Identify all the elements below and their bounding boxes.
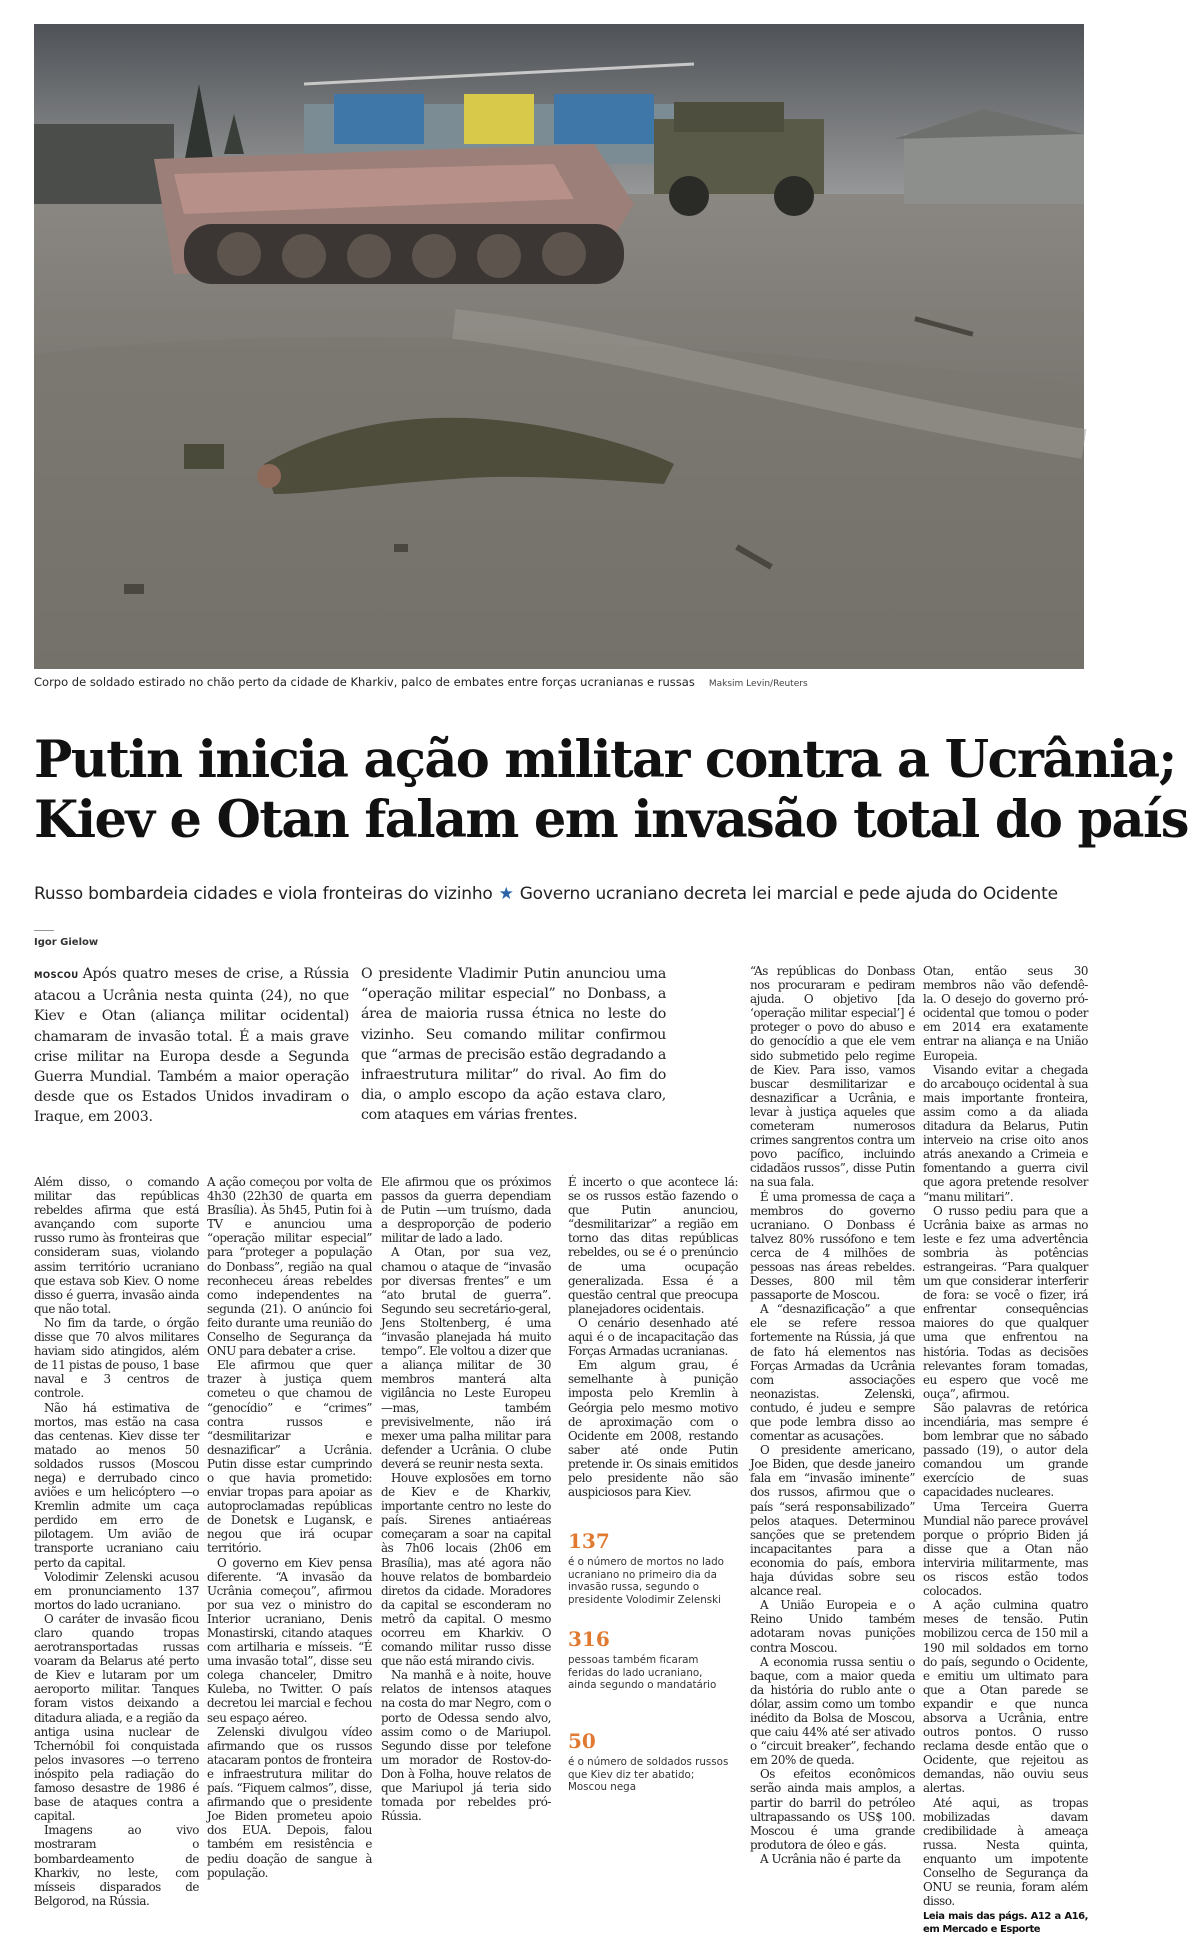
paragraph: Imagens ao vivo mostraram o bombardeamento de Kharkiv, no leste, com mísseis disparados de Belgorod, na Rússia. xyxy=(34,1823,199,1908)
byline: Igor Gielow xyxy=(34,937,99,948)
paragraph: A economia russa sentiu o baque, com a maior queda da história do rublo ante o dólar, assim como um tombo inédito da Bolsa de Moscou, que caiu 44% até ser ativado o “circuit breaker”, fechando em 20% de queda. xyxy=(750,1654,915,1768)
paragraph: A Ucrânia não é parte da xyxy=(760,1851,901,1866)
paragraph: Ele afirmou que os próximos passos da guerra dependiam de Putin —um truísmo, dada a desproporção de poderio militar de lado a lado. xyxy=(381,1175,551,1246)
article-column-6 xyxy=(923,964,1088,1936)
paragraph: O governo em Kiev pensa diferente. “A invasão da Ucrânia começou”, afirmou por sua vez o ministro do Interior ucraniano, Denis Monastirski, citando ataques com artilharia e mísseis. “É uma invasão total”, disse seu colega chanceler, Dmitro Kuleba, no Twitter. O país decretou lei marcial e fechou seu espaço aéreo. xyxy=(207,1555,372,1725)
article-column-3 xyxy=(381,1175,551,1824)
paragraph: É uma promessa de caça a membros do governo ucraniano. O Donbass é talvez 80% russófono e tem cerca de 4 milhões de pessoas nas áreas rebeldes. Desses, 800 mil têm passaporte de Moscou. xyxy=(750,1189,915,1303)
paragraph: No fim da tarde, o órgão disse que 70 alvos militares haviam sido atingidos, além de 11 pistas de pouso, 1 base naval e 3 centros de controle. xyxy=(34,1315,199,1401)
fact-text: pessoas também ficaram feridas do lado ucraniano, ainda segundo o mandatário xyxy=(568,1654,717,1692)
paragraph: É incerto o que acontece lá: se os russos estão fazendo o que Putin anunciou, “desmilitarizar” a região em torno das ditas repúblicas rebeldes, ou se é o prenúncio de uma ocupação generalizada. Essa é a questão central que preocupa planejadores ocidentais. xyxy=(568,1175,738,1316)
paragraph: Até aqui, as tropas mobilizadas davam credibilidade à ameaça russa. Nesta quinta, enquanto um impotente Conselho de Segurança da ONU se reunia, foram além disso. xyxy=(923,1795,1088,1909)
battlefield-photo xyxy=(34,24,1084,669)
see-more-link[interactable]: Leia mais das págs. A12 a A16, em Mercado e Esporte xyxy=(923,1911,1088,1936)
paragraph: Volodimir Zelenski acusou em pronunciamento 137 mortos do lado ucraniano. xyxy=(34,1569,199,1612)
subheadline xyxy=(34,884,1058,904)
paragraph: Otan, então seus 30 membros não vão defendê-la. O desejo do governo pró-ocidental que tomou o poder em 2014 era exatamente entrar na aliança e na União Europeia. xyxy=(923,964,1088,1063)
dateline: MOSCOU xyxy=(34,971,79,981)
paragraph: A ação começou por volta de 4h30 (22h30 de quarta em Brasília). Às 5h45, Putin foi à TV e anunciou uma “operação militar especial” para “proteger a população do Donbass”, região na qual reconheceu áreas rebeldes como independentes na segunda (21). O anúncio foi feito durante uma reunião do Conselho de Segurança da ONU para debater a crise. xyxy=(207,1175,372,1359)
fact-text: é o número de soldados russos que Kiev diz ter abatido; Moscou nega xyxy=(568,1756,729,1794)
photo-caption xyxy=(34,675,808,689)
fact-box xyxy=(568,1530,733,1606)
fact-number: 137 xyxy=(568,1529,610,1553)
paragraph: A “desnazificação” a que ele se refere ressoa fortemente na Rússia, já que de fato há elementos nas Forças Armadas da Ucrânia com associações neonazistas. Zelenski, contudo, é judeu e sempre que pode lembra disso ao comentar as acusações. xyxy=(750,1302,915,1444)
paragraph: Ele afirmou que quer trazer à justiça quem cometeu o que chamou de “genocídio” e “crimes” contra russos e “desmilitarizar e desnazificar” a Ucrânia. Putin disse estar cumprindo o que havia prometido: enviar tropas para apoiar as autoproclamadas repúblicas de Donetsk e Lugansk, e negou que irá ocupar território. xyxy=(207,1358,372,1556)
paragraph: O caráter de invasão ficou claro quando tropas aerotransportadas russas voaram da Belarus até perto de Kiev e lutaram por um aeroporto militar. Tanques foram vistos deixando a ditadura aliada, e a região da antiga usina nuclear de Tchernóbil foi conquistada pelos invasores —o terreno inóspito pela radiação do famoso desastre de 1986 é base de ataques contra a capital. xyxy=(34,1611,199,1824)
paragraph: Visando evitar a chegada do arcabouço ocidental à sua mais importante fronteira, assim como a da aliada ditadura da Belarus, Putin interveio na crise oito anos atrás anexando a Crimeia e fomentando a guerra civil que agora pretende resolver “manu militari”. xyxy=(923,1062,1088,1204)
paragraph: A ação culmina quatro meses de tensão. Putin mobilizou cerca de 150 mil a 190 mil soldados em torno do país, segundo o Ocidente, e emitiu um ultimato para que a Otan parede se expandir e que nunca absorva a Ucrânia, entre outros pontos. O russo reclama desde então que o Ocidente, que rejeitou as demandas, não ouviu seus alertas. xyxy=(923,1598,1088,1796)
paragraph: Houve explosões em torno de Kiev e de Kharkiv, importante centro no leste do país. Sirenes antiaéreas começaram a soar na capital às 7h06 locais (2h06 em Brasília), mas até agora não houve relatos de bombardeio diretos da cidade. Moradores da capital se esconderam no metrô da capital. O mesmo ocorreu em Kharkiv. O comando militar russo disse que não está mirando civis. xyxy=(381,1470,551,1669)
paragraph: Na manhã e à noite, houve relatos de intensos ataques na costa do mar Negro, com o porto de Odessa sendo alvo, assim como o de Mariupol. Segundo disse por telefone um morador de Rostov-do-Don à Folha, houve relatos de que Mariupol já teria sido tomada por rebeldes pró-Rússia. xyxy=(381,1668,551,1824)
paragraph: Os efeitos econômicos serão ainda mais amplos, a partir do barril do petróleo ultrapassando os US$ 100. Moscou é uma grande produtora de óleo e gás. xyxy=(750,1767,915,1852)
fact-number: 316 xyxy=(568,1627,610,1651)
paragraph: “As repúblicas do Donbass nos procuraram e pediram ajuda. O objetivo [da ‘operação militar especial’] é proteger o povo do abuso e do genocídio a que ele vem sido submetido pelo regime de Kiev. Para isso, vamos buscar desmilitarizar e desnazificar a Ucrânia, e levar à justiça aqueles que cometeram numerosos crimes sangrentos contra um povo pacífico, incluindo cidadãos russos”, disse Putin na sua fala. xyxy=(750,964,915,1190)
paragraph: Zelenski divulgou vídeo afirmando que os russos atacaram pontos de fronteira e infraestrutura militar do país. “Fiquem calmos”, disse, afirmando que o presidente Joe Biden prometeu apoio dos EUA. Depois, falou também em resistência e pediu doação de sangue à população. xyxy=(207,1724,372,1880)
paragraph: Em algum grau, é semelhante à punição imposta pelo Kremlin à Geórgia pelo mesmo motivo de aproximação com o Ocidente em 2008, restando saber até onde Putin pretende ir. Os sinais emitidos pelo presidente não são auspiciosos para Kiev. xyxy=(568,1358,738,1500)
lead-column-1 xyxy=(34,964,349,1128)
photo-credit: Maksim Levin/Reuters xyxy=(708,679,808,689)
article-column-4 xyxy=(568,1175,738,1500)
subhead-part-1: Russo bombardeia cidades e viola fronteiras do vizinho xyxy=(34,884,493,904)
fact-box xyxy=(568,1628,733,1692)
paragraph: O russo pediu para que a Ucrânia baixe as armas no leste e fez uma advertência sombria às potências estrangeiras. “Para qualquer um que considerar interferir de fora: se você o fizer, irá enfrentar consequências maiores do que qualquer uma que enfrentou na história. Todas as decisões relevantes foram tomadas, eu espero que você me ouça”, afirmou. xyxy=(923,1203,1088,1401)
news-photo xyxy=(34,24,1084,669)
headline-line-2: Kiev e Otan falam em invasão total do país xyxy=(34,790,1188,850)
paragraph: A União Europeia e o Reino Unido também adotaram novas punições contra Moscou. xyxy=(750,1598,915,1655)
paragraph: O cenário desenhado até aqui é o de incapacitação das Forças Armadas ucranianas. xyxy=(568,1315,738,1359)
headline xyxy=(34,730,1188,850)
fact-number: 50 xyxy=(568,1729,596,1753)
subhead-part-2: Governo ucraniano decreta lei marcial e pede ajuda do Ocidente xyxy=(519,884,1058,904)
article-column-2 xyxy=(207,1175,372,1880)
paragraph: Uma Terceira Guerra Mundial não parece provável porque o próprio Biden já disse que a Otan não interviria militarmente, mas os riscos estão todos colocados. xyxy=(923,1499,1088,1599)
paragraph: A Otan, por sua vez, chamou o ataque de “invasão por diversas frentes” e um “ato brutal de guerra”. Segundo seu secretário-geral, Jens Stoltenberg, é uma “invasão planejada há muito tempo”. Ele voltou a dizer que a aliança militar de 30 membros manterá alta vigilância no Leste Europeu —mas, também previsivelmente, não irá mexer uma palha militar para defender a Ucrânia. O clube deverá se reunir nesta sexta. xyxy=(381,1245,551,1471)
article-column-5 xyxy=(750,964,915,1866)
lead-column-2 xyxy=(361,964,666,1126)
article-column-1 xyxy=(34,1175,199,1908)
paragraph: Além disso, o comando militar das repúblicas rebeldes afirma que está avançando com suporte russo rumo às fronteiras que consideram suas, violando assim território ucraniano que estava sob Kiev. O nome disso é guerra, invasão ainda que não total. xyxy=(34,1175,199,1316)
paragraph: Não há estimativa de mortos, mas estão na casa das centenas. Kiev disse ter matado ao menos 50 soldados russos (Moscou nega) e derrubado cinco aviões e um helicóptero —o Kremlin admite um caça perdido em erro de pilotagem. Um avião de transporte ucraniano caiu perto da capital. xyxy=(34,1400,199,1570)
byline-rule xyxy=(34,930,54,931)
paragraph: São palavras de retórica incendiária, mas sempre é bom lembrar que no sábado passado (19), o autor dela comandou um grande exercício de suas capacidades nucleares. xyxy=(923,1400,1088,1500)
fact-box xyxy=(568,1730,733,1794)
lead-text-1: Após quatro meses de crise, a Rússia atacou a Ucrânia nesta quinta (24), no que Kiev e Otan (aliança militar ocidental) chamaram de invasão total. É a mais grave crise militar na Europa desde a Segunda Guerra Mundial. Também a maior operação desde que os Estados Unidos invadiram o Iraque, em 2003. xyxy=(34,966,349,1126)
star-icon: ★ xyxy=(498,884,514,904)
lead-text-2: O presidente Vladimir Putin anunciou uma “operação militar especial” no Donbass, a área de maioria russa étnica no leste do vizinho. Seu comando militar confirmou que “armas de precisão estão degradando a infraestrutura militar” do rival. Ao fim do dia, o amplo escopo da ação estava claro, com ataques em várias frentes. xyxy=(361,966,666,1124)
paragraph: O presidente americano, Joe Biden, que desde janeiro fala em “invasão iminente” dos russos, afirmou que o país “será responsabilizado” pelos ataques. Determinou sanções que se pretendem incapacitantes para a economia do país, embora haja dúvidas sobre seu alcance real. xyxy=(750,1443,915,1599)
fact-text: é o número de mortos no lado ucraniano no primeiro dia da invasão russa, segundo o presidente Volodimir Zelenski xyxy=(568,1556,724,1606)
caption-text: Corpo de soldado estirado no chão perto da cidade de Kharkiv, palco de embates entre forças ucranianas e russas xyxy=(34,675,695,689)
headline-line-1: Putin inicia ação militar contra a Ucrânia; xyxy=(34,730,1176,790)
